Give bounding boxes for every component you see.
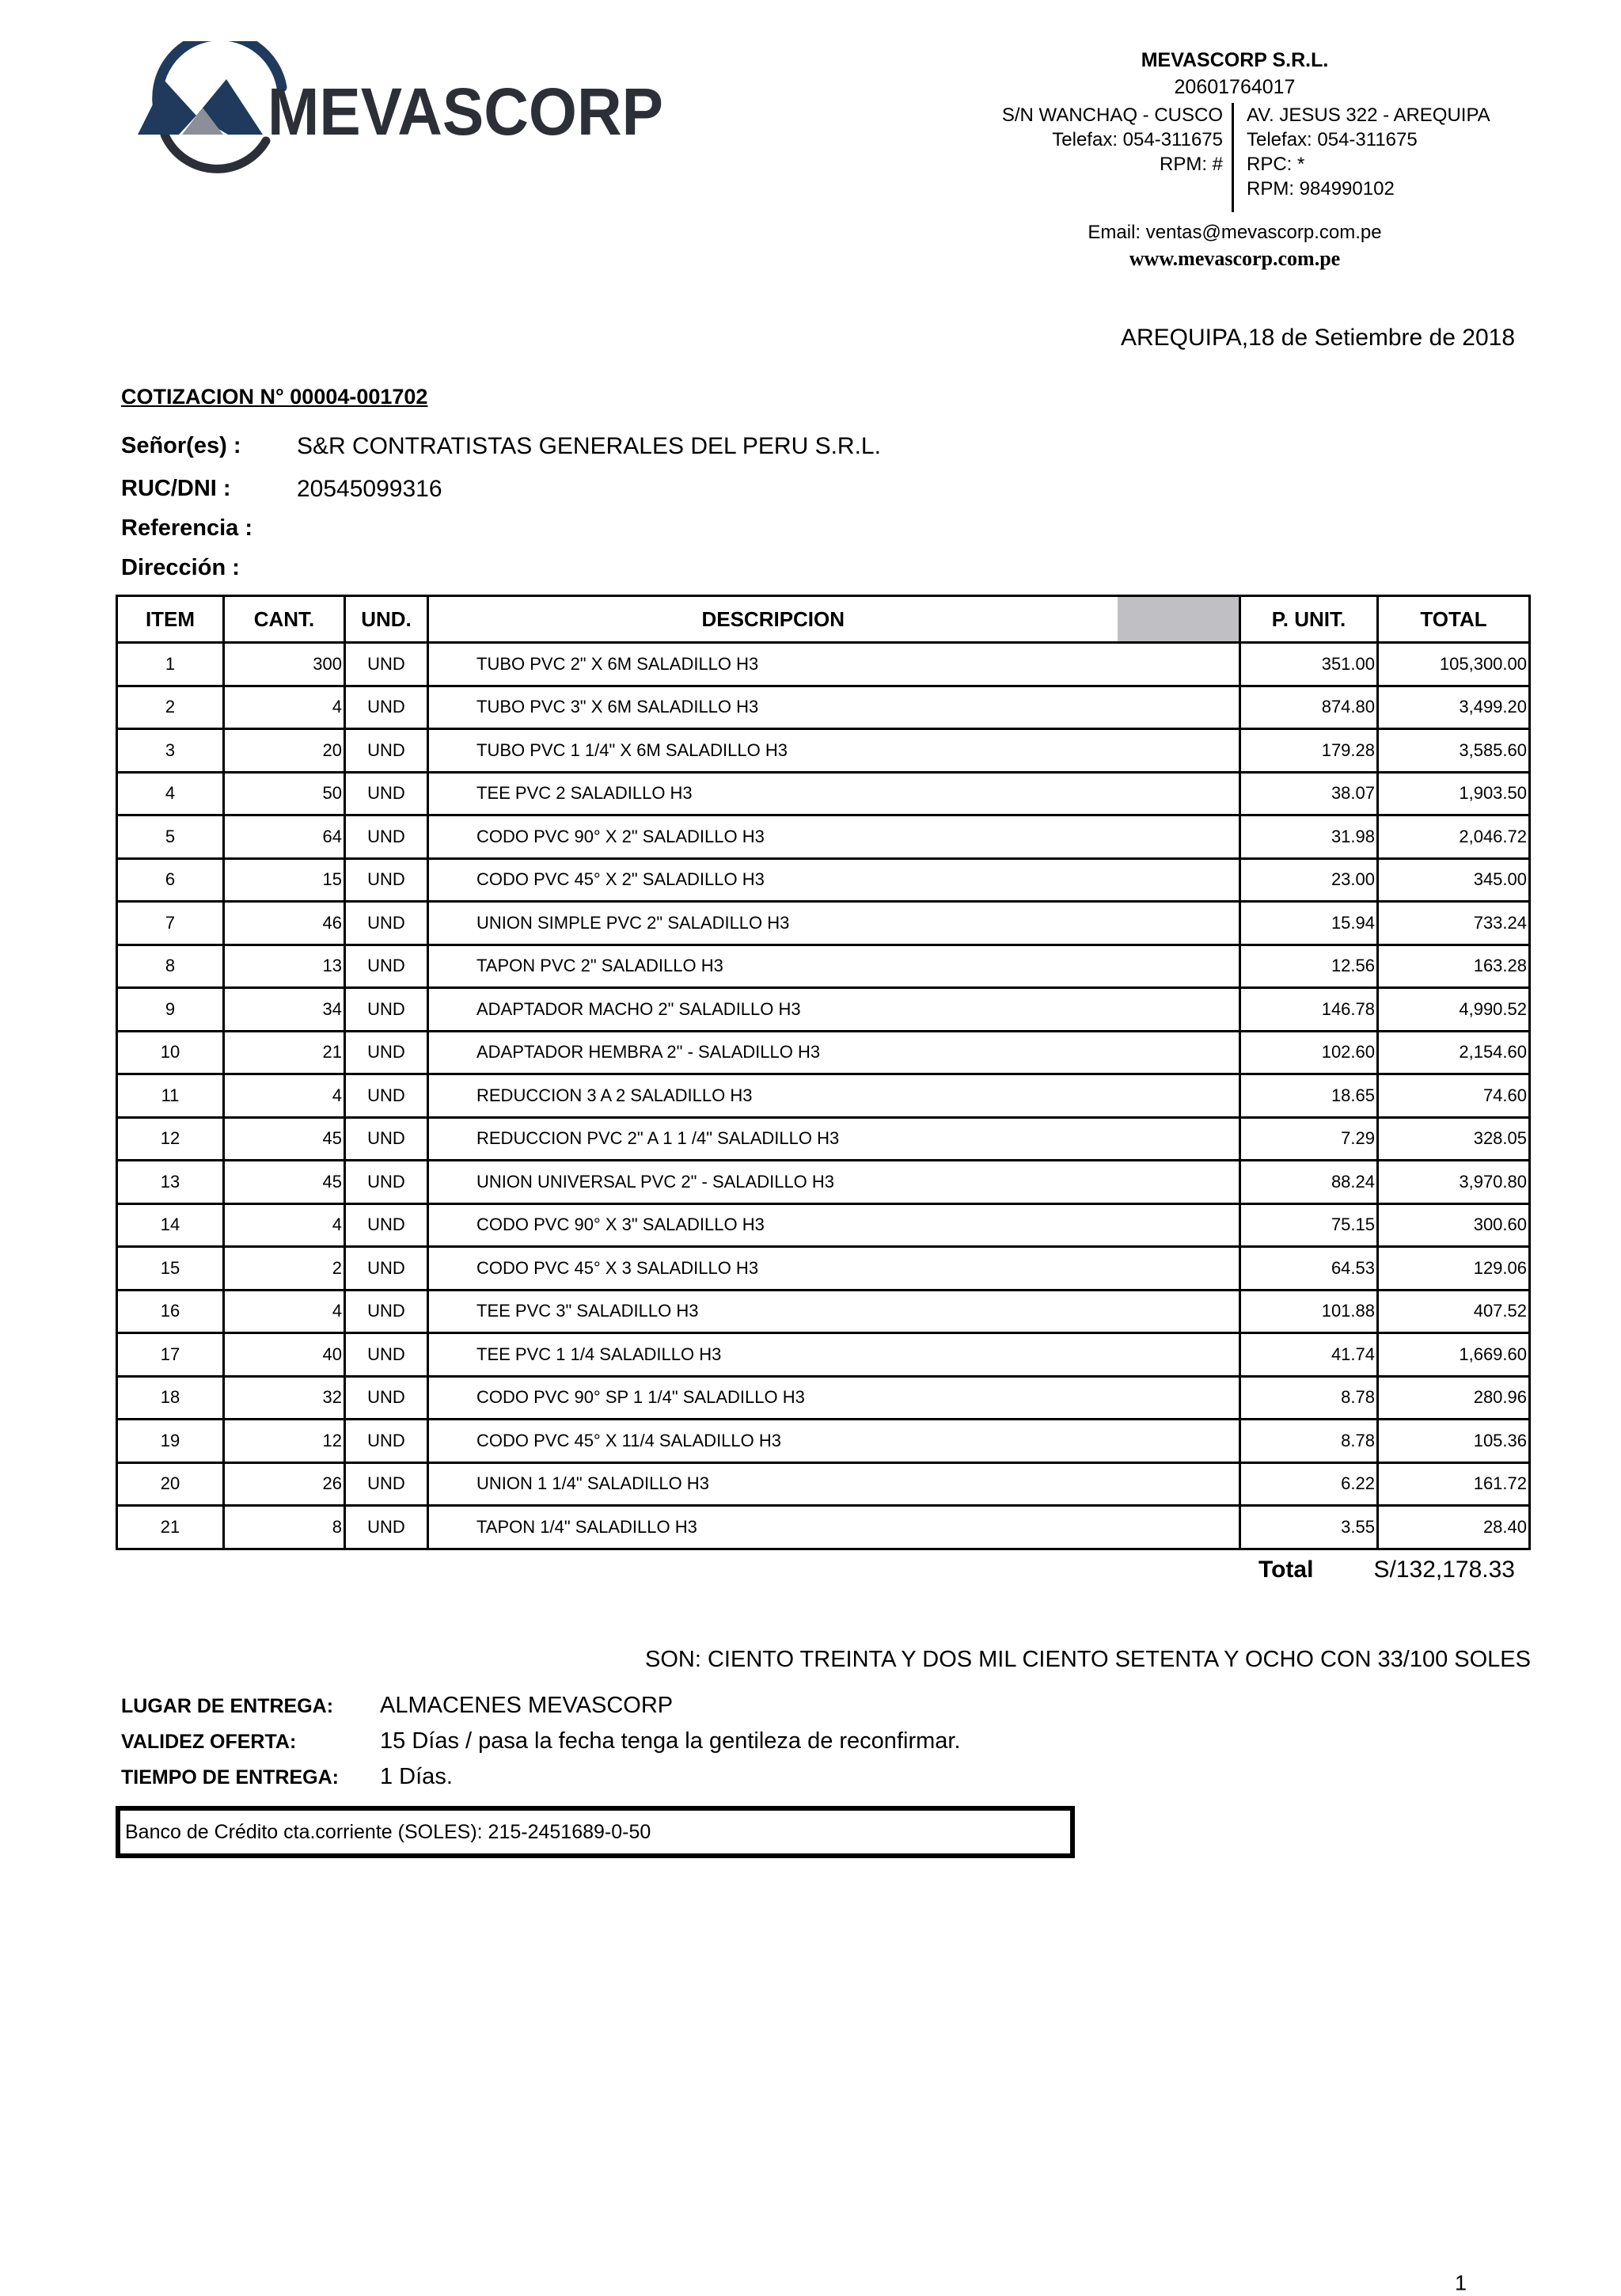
item-blank <box>1118 1290 1240 1333</box>
item-unit-price: 64.53 <box>1240 1247 1378 1291</box>
item-description: REDUCCION 3 A 2 SALADILLO H3 <box>428 1074 1118 1118</box>
item-description: TAPON 1/4" SALADILLO H3 <box>428 1506 1118 1549</box>
item-unit-price: 874.80 <box>1240 686 1378 729</box>
item-quantity: 40 <box>224 1333 345 1377</box>
item-total: 2,154.60 <box>1378 1031 1530 1074</box>
item-blank <box>1118 1462 1240 1506</box>
table-row <box>117 945 1530 988</box>
item-blank <box>1118 988 1240 1032</box>
item-blank <box>1118 858 1240 902</box>
item-blank <box>1118 772 1240 815</box>
item-blank <box>1118 1420 1240 1463</box>
item-blank <box>1118 1376 1240 1420</box>
table-row <box>117 1203 1530 1247</box>
lugar-entrega-label: LUGAR DE ENTREGA: <box>121 1695 334 1717</box>
logo-m-left <box>138 81 196 135</box>
item-unit: UND <box>345 858 428 902</box>
item-total: 2,046.72 <box>1378 815 1530 859</box>
table-row <box>117 1161 1530 1204</box>
item-quantity: 15 <box>224 858 345 902</box>
item-blank <box>1118 902 1240 945</box>
table-row <box>117 1376 1530 1420</box>
item-description: UNION SIMPLE PVC 2" SALADILLO H3 <box>428 902 1118 945</box>
item-unit: UND <box>345 902 428 945</box>
item-unit-price: 179.28 <box>1240 729 1378 773</box>
item-unit: UND <box>345 686 428 729</box>
item-total: 300.60 <box>1378 1203 1530 1247</box>
item-quantity: 4 <box>224 1074 345 1118</box>
item-quantity: 50 <box>224 772 345 815</box>
table-header-row <box>117 596 1530 643</box>
table-row <box>117 1031 1530 1074</box>
item-description: CODO PVC 90° X 3" SALADILLO H3 <box>428 1203 1118 1247</box>
item-unit: UND <box>345 1333 428 1377</box>
item-blank <box>1118 1161 1240 1204</box>
item-total: 105.36 <box>1378 1420 1530 1463</box>
item-number: 21 <box>117 1506 224 1549</box>
item-number: 7 <box>117 902 224 945</box>
item-number: 16 <box>117 1290 224 1333</box>
item-quantity: 20 <box>224 729 345 773</box>
item-description: CODO PVC 45° X 11/4 SALADILLO H3 <box>428 1420 1118 1463</box>
item-number: 10 <box>117 1031 224 1074</box>
bank-account-box: Banco de Crédito cta.corriente (SOLES): 215-2451689-0-50 <box>116 1806 1075 1858</box>
referencia-label: Referencia : <box>121 515 253 541</box>
item-unit: UND <box>345 772 428 815</box>
table-row <box>117 1074 1530 1118</box>
item-total: 74.60 <box>1378 1074 1530 1118</box>
arequipa-address: AV. JESUS 322 - AREQUIPA <box>1247 105 1490 126</box>
item-unit: UND <box>345 729 428 773</box>
item-blank <box>1118 729 1240 773</box>
item-total: 105,300.00 <box>1378 643 1530 686</box>
client-ruc-value: 20545099316 <box>297 476 442 502</box>
item-unit-price: 88.24 <box>1240 1161 1378 1204</box>
item-description: TEE PVC 2 SALADILLO H3 <box>428 772 1118 815</box>
item-unit-price: 101.88 <box>1240 1290 1378 1333</box>
logo-wordmark: MEVASCORP <box>268 74 663 149</box>
item-quantity: 21 <box>224 1031 345 1074</box>
item-quantity: 300 <box>224 643 345 686</box>
item-description: ADAPTADOR MACHO 2" SALADILLO H3 <box>428 988 1118 1032</box>
item-unit-price: 102.60 <box>1240 1031 1378 1074</box>
item-quantity: 12 <box>224 1420 345 1463</box>
item-unit-price: 15.94 <box>1240 902 1378 945</box>
header-total: TOTAL <box>1378 596 1530 643</box>
cusco-address: S/N WANCHAQ - CUSCO <box>1001 105 1223 126</box>
table-row <box>117 772 1530 815</box>
item-total: 161.72 <box>1378 1462 1530 1506</box>
item-total: 407.52 <box>1378 1290 1530 1333</box>
item-unit: UND <box>345 1506 428 1549</box>
arequipa-rpm: RPM: 984990102 <box>1247 178 1395 200</box>
table-row <box>117 1420 1530 1463</box>
item-blank <box>1118 945 1240 988</box>
mevascorp-logo <box>127 41 681 176</box>
item-blank <box>1118 643 1240 686</box>
item-quantity: 34 <box>224 988 345 1032</box>
item-description: UNION 1 1/4" SALADILLO H3 <box>428 1462 1118 1506</box>
item-number: 14 <box>117 1203 224 1247</box>
table-body <box>117 643 1530 1549</box>
table-row <box>117 643 1530 686</box>
item-total: 28.40 <box>1378 1506 1530 1549</box>
table-row <box>117 858 1530 902</box>
item-number: 15 <box>117 1247 224 1291</box>
item-unit-price: 7.29 <box>1240 1117 1378 1161</box>
item-unit-price: 23.00 <box>1240 858 1378 902</box>
item-unit: UND <box>345 1031 428 1074</box>
item-number: 1 <box>117 643 224 686</box>
item-description: UNION UNIVERSAL PVC 2" - SALADILLO H3 <box>428 1161 1118 1204</box>
item-description: TUBO PVC 3" X 6M SALADILLO H3 <box>428 686 1118 729</box>
item-total: 733.24 <box>1378 902 1530 945</box>
company-ruc: 20601764017 <box>1174 76 1296 98</box>
table-row <box>117 686 1530 729</box>
item-quantity: 8 <box>224 1506 345 1549</box>
validez-oferta-label: VALIDEZ OFERTA: <box>121 1731 297 1753</box>
company-branch-arequipa <box>1247 103 1490 201</box>
item-unit: UND <box>345 1420 428 1463</box>
total-in-words: SON: CIENTO TREINTA Y DOS MIL CIENTO SETENTA Y OCHO CON 33/100 SOLES <box>645 1647 1531 1672</box>
table-row <box>117 902 1530 945</box>
item-description: TUBO PVC 1 1/4" X 6M SALADILLO H3 <box>428 729 1118 773</box>
item-blank <box>1118 1333 1240 1377</box>
item-quantity: 45 <box>224 1117 345 1161</box>
item-unit-price: 6.22 <box>1240 1462 1378 1506</box>
item-total: 1,669.60 <box>1378 1333 1530 1377</box>
total-value: S/132,178.33 <box>1373 1557 1515 1583</box>
item-unit-price: 8.78 <box>1240 1420 1378 1463</box>
items-table <box>116 595 1531 1550</box>
item-description: CODO PVC 90° X 2" SALADILLO H3 <box>428 815 1118 859</box>
item-unit-price: 351.00 <box>1240 643 1378 686</box>
item-number: 20 <box>117 1462 224 1506</box>
item-description: TEE PVC 3" SALADILLO H3 <box>428 1290 1118 1333</box>
item-quantity: 4 <box>224 1203 345 1247</box>
item-total: 3,970.80 <box>1378 1161 1530 1204</box>
total-label: Total <box>1258 1557 1314 1583</box>
item-number: 19 <box>117 1420 224 1463</box>
table-row <box>117 1290 1530 1333</box>
item-blank <box>1118 1247 1240 1291</box>
item-unit-price: 41.74 <box>1240 1333 1378 1377</box>
item-unit: UND <box>345 815 428 859</box>
item-total: 280.96 <box>1378 1376 1530 1420</box>
item-number: 13 <box>117 1161 224 1204</box>
item-number: 6 <box>117 858 224 902</box>
cusco-telefax: Telefax: 054-311675 <box>1052 129 1223 150</box>
item-quantity: 45 <box>224 1161 345 1204</box>
item-total: 4,990.52 <box>1378 988 1530 1032</box>
item-description: CODO PVC 45° X 3 SALADILLO H3 <box>428 1247 1118 1291</box>
item-unit: UND <box>345 1290 428 1333</box>
table-row <box>117 1462 1530 1506</box>
item-unit-price: 18.65 <box>1240 1074 1378 1118</box>
header-item: ITEM <box>117 596 224 643</box>
company-name: MEVASCORP S.R.L. <box>1141 49 1329 71</box>
item-number: 2 <box>117 686 224 729</box>
item-unit-price: 3.55 <box>1240 1506 1378 1549</box>
item-number: 11 <box>117 1074 224 1118</box>
item-unit-price: 75.15 <box>1240 1203 1378 1247</box>
item-quantity: 4 <box>224 1290 345 1333</box>
item-description: ADAPTADOR HEMBRA 2" - SALADILLO H3 <box>428 1031 1118 1074</box>
item-total: 1,903.50 <box>1378 772 1530 815</box>
item-blank <box>1118 1506 1240 1549</box>
item-description: TUBO PVC 2" X 6M SALADILLO H3 <box>428 643 1118 686</box>
table-row <box>117 1247 1530 1291</box>
client-name-label: Señor(es) : <box>121 433 241 458</box>
header-cant: CANT. <box>224 596 345 643</box>
client-name-value: S&R CONTRATISTAS GENERALES DEL PERU S.R.L. <box>297 433 881 459</box>
item-unit: UND <box>345 945 428 988</box>
direccion-label: Dirección : <box>121 555 240 580</box>
item-description: CODO PVC 90° SP 1 1/4" SALADILLO H3 <box>428 1376 1118 1420</box>
item-unit-price: 8.78 <box>1240 1376 1378 1420</box>
item-total: 328.05 <box>1378 1117 1530 1161</box>
item-blank <box>1118 1203 1240 1247</box>
table-row <box>117 1333 1530 1377</box>
item-quantity: 46 <box>224 902 345 945</box>
item-number: 4 <box>117 772 224 815</box>
company-website: www.mevascorp.com.pe <box>1129 247 1341 270</box>
table-row <box>117 1117 1530 1161</box>
table-row <box>117 988 1530 1032</box>
item-quantity: 13 <box>224 945 345 988</box>
item-number: 8 <box>117 945 224 988</box>
item-total: 129.06 <box>1378 1247 1530 1291</box>
client-ruc-label: RUC/DNI : <box>121 476 231 501</box>
item-description: CODO PVC 45° X 2" SALADILLO H3 <box>428 858 1118 902</box>
quote-title: COTIZACION N° 00004-001702 <box>121 385 428 409</box>
item-quantity: 26 <box>224 1462 345 1506</box>
header-divider <box>1232 103 1234 212</box>
item-blank <box>1118 815 1240 859</box>
item-description: REDUCCION PVC 2" A 1 1 /4" SALADILLO H3 <box>428 1117 1118 1161</box>
item-total: 3,499.20 <box>1378 686 1530 729</box>
item-unit: UND <box>345 1376 428 1420</box>
item-unit: UND <box>345 1203 428 1247</box>
company-branch-cusco <box>871 103 1223 177</box>
company-email: Email: ventas@mevascorp.com.pe <box>1088 222 1382 243</box>
item-description: TEE PVC 1 1/4 SALADILLO H3 <box>428 1333 1118 1377</box>
item-unit-price: 38.07 <box>1240 772 1378 815</box>
item-quantity: 4 <box>224 686 345 729</box>
item-quantity: 64 <box>224 815 345 859</box>
item-unit-price: 12.56 <box>1240 945 1378 988</box>
lugar-entrega-value: ALMACENES MEVASCORP <box>380 1693 674 1718</box>
item-unit: UND <box>345 643 428 686</box>
item-blank <box>1118 1031 1240 1074</box>
item-unit-price: 31.98 <box>1240 815 1378 859</box>
item-quantity: 32 <box>224 1376 345 1420</box>
table-row <box>117 729 1530 773</box>
table-row <box>117 1506 1530 1549</box>
table-row <box>117 815 1530 859</box>
item-unit: UND <box>345 1462 428 1506</box>
item-total: 345.00 <box>1378 858 1530 902</box>
item-blank <box>1118 1074 1240 1118</box>
arequipa-rpc: RPC: * <box>1247 154 1305 175</box>
item-number: 5 <box>117 815 224 859</box>
item-unit: UND <box>345 988 428 1032</box>
cusco-rpm: RPM: # <box>1159 154 1223 175</box>
item-number: 18 <box>117 1376 224 1420</box>
arequipa-telefax: Telefax: 054-311675 <box>1247 129 1418 150</box>
logo-swoosh-bottom <box>165 135 266 169</box>
item-blank <box>1118 1117 1240 1161</box>
item-number: 17 <box>117 1333 224 1377</box>
header-punit: P. UNIT. <box>1240 596 1378 643</box>
item-number: 12 <box>117 1117 224 1161</box>
item-number: 3 <box>117 729 224 773</box>
tiempo-entrega-value: 1 Días. <box>380 1764 453 1789</box>
item-unit: UND <box>345 1117 428 1161</box>
item-unit: UND <box>345 1074 428 1118</box>
item-total: 163.28 <box>1378 945 1530 988</box>
validez-oferta-value: 15 Días / pasa la fecha tenga la gentileza de reconfirmar. <box>380 1728 961 1754</box>
tiempo-entrega-label: TIEMPO DE ENTREGA: <box>121 1766 340 1789</box>
item-unit-price: 146.78 <box>1240 988 1378 1032</box>
quote-date: AREQUIPA,18 de Setiembre de 2018 <box>1120 325 1515 351</box>
header-und: UND. <box>345 596 428 643</box>
item-quantity: 2 <box>224 1247 345 1291</box>
item-blank <box>1118 686 1240 729</box>
item-number: 9 <box>117 988 224 1032</box>
item-unit: UND <box>345 1247 428 1291</box>
item-total: 3,585.60 <box>1378 729 1530 773</box>
header-gray-cell <box>1118 596 1240 643</box>
header-descripcion: DESCRIPCION <box>428 596 1118 643</box>
item-description: TAPON PVC 2" SALADILLO H3 <box>428 945 1118 988</box>
page-number: 1 <box>1455 2271 1467 2295</box>
item-unit: UND <box>345 1161 428 1204</box>
